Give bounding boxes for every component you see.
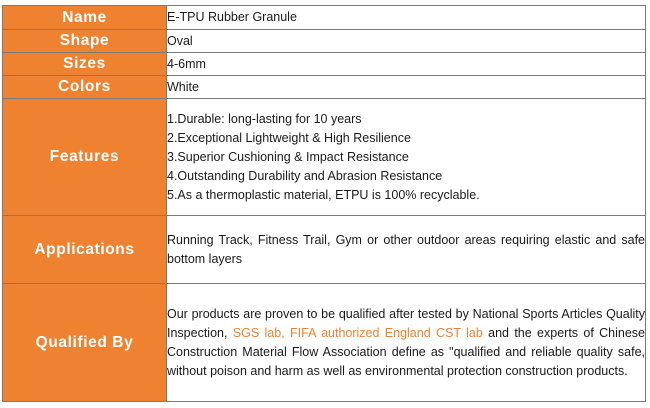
spec-label-colors: Colors (3, 76, 167, 99)
qualified-text-intro: Our products are proven to be qualified after tested by National Sports Articles Quality Inspection, (167, 306, 645, 340)
spec-value-sizes: 4-6mm (167, 53, 646, 76)
spec-row-name (3, 6, 646, 30)
spec-row-features (3, 99, 646, 216)
spec-label-name: Name (3, 6, 167, 30)
spec-value-name: E-TPU Rubber Granule (167, 6, 646, 30)
spec-row-applications (3, 216, 646, 284)
feature-item: 4.Outstanding Durability and Abrasion Resistance (167, 168, 443, 183)
qualified-labs-highlight: SGS lab, FIFA authorized England CST lab (232, 325, 483, 340)
feature-item: 5.As a thermoplastic material, ETPU is 100% recyclable. (167, 187, 480, 202)
spec-value-qualified-by (167, 284, 646, 402)
spec-label-sizes: Sizes (3, 53, 167, 76)
feature-item: 2.Exceptional Lightweight & High Resilience (167, 130, 411, 145)
spec-value-features (167, 99, 646, 216)
spec-label-qualified-by: Qualified By (3, 284, 167, 402)
feature-item: 1.Durable: long-lasting for 10 years (167, 111, 362, 126)
spec-value-shape: Oval (167, 30, 646, 53)
spec-value-applications: Running Track, Fitness Trail, Gym or other outdoor areas requiring elastic and safe bottom layers (167, 216, 646, 284)
spec-label-applications: Applications (3, 216, 167, 284)
product-spec-table (2, 5, 646, 402)
spec-row-colors (3, 76, 646, 99)
spec-row-shape (3, 30, 646, 53)
spec-label-features: Features (3, 99, 167, 216)
spec-label-shape: Shape (3, 30, 167, 53)
qualified-text-rest: and the experts of Chinese Construction Material Flow Association define as "qualified and reliable quality safe, without poison and harm as well as environmental protection construction products. (167, 325, 646, 378)
spec-row-qualified-by (3, 284, 646, 402)
feature-item: 3.Superior Cushioning & Impact Resistance (167, 149, 409, 164)
spec-value-colors: White (167, 76, 646, 99)
spec-row-sizes (3, 53, 646, 76)
